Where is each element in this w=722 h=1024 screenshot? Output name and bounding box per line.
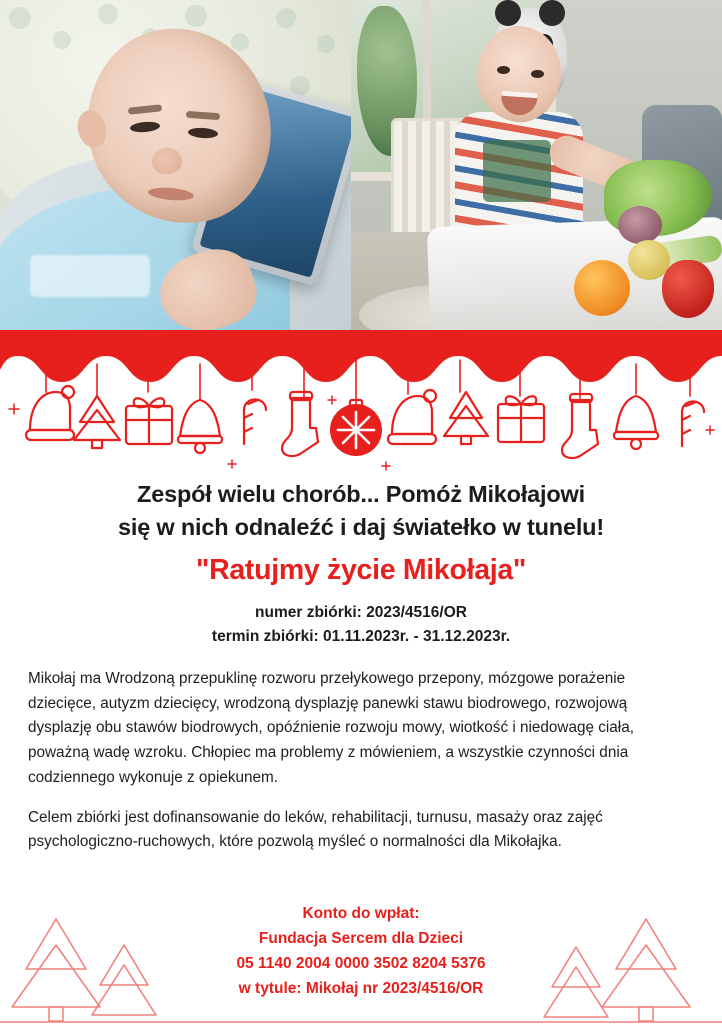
bell-icon	[614, 396, 658, 449]
donation-details	[0, 901, 722, 1001]
gift-box-icon	[498, 396, 544, 442]
headline-line-1: Zespół wielu chorób... Pomóż Mikołajowi	[137, 481, 585, 507]
transfer-title: w tytule: Mikołaj nr 2023/4516/OR	[238, 980, 484, 998]
headline-line-2: się w nich odnaleźć i daj światełko w tunelu!	[118, 514, 604, 541]
description-paragraph-1: Mikołaj ma Wrodzoną przepuklinę rozworu przełykowego przepony, mózgowe porażenie dziecięce, autyzm dziecięcy, wrodzoną dysplazję panewki stawu biodrowego, rozwojową dysplazję obu stawów biodrowych, opóźnienie rozwoju mowy, wiotkość i niedowagę ciała, poważną wadę wzroku. Chłopiec ma problemy z mówieniem, a wszystkie czynności dnia codziennego wykonuje z opiekunem.	[28, 669, 634, 786]
santa-hat-icon	[388, 390, 436, 444]
boy-nose	[152, 148, 182, 174]
christmas-ornament-band	[0, 330, 722, 480]
donation-footer	[0, 889, 722, 1024]
santa-hat-icon	[26, 386, 74, 440]
christmas-tree-icon	[74, 396, 120, 448]
description-paragraph-2: Celem zbiórki jest dofinansowanie do leków, rehabilitacji, turnusu, masaży oraz zajęć psychologiczno-ruchowych, które pozwolą myśleć o normalności dla Mikołajka.	[28, 808, 603, 851]
scallop-edge	[0, 330, 722, 382]
collection-term: termin zbiórki: 01.11.2023r. - 31.12.2023r.	[211, 627, 511, 645]
pepper-vegetable	[662, 260, 714, 318]
orange-fruit	[574, 260, 630, 316]
boy-eye-left-right-photo	[497, 66, 510, 74]
candy-cane-icon	[244, 400, 266, 445]
bauble-icon	[330, 400, 382, 456]
bell-icon	[178, 400, 222, 453]
stocking-icon	[282, 392, 318, 456]
gift-box-icon	[126, 398, 172, 444]
photo-boy-with-tablet	[0, 0, 351, 352]
shirt-graphic-print	[483, 140, 551, 202]
stocking-icon	[562, 394, 598, 458]
account-label: Konto do wpłat:	[302, 905, 420, 922]
campaign-meta	[0, 601, 722, 649]
foundation-name: Fundacja Sercem dla Dzieci	[258, 930, 464, 948]
christmas-tree-icon	[444, 392, 488, 444]
photo-band	[0, 0, 722, 352]
campaign-title: "Ratujmy życie Mikołaja"	[195, 553, 527, 586]
onion-vegetable	[618, 206, 662, 244]
candy-cane-icon	[682, 402, 704, 447]
account-number: 05 1140 2004 0000 3502 8204 5376	[236, 955, 486, 973]
headline	[0, 478, 722, 545]
shirt-print	[30, 255, 150, 297]
collection-number: numer zbiórki: 2023/4516/OR	[255, 603, 467, 621]
boy-eye-right-right-photo	[531, 70, 544, 78]
poster-content	[0, 478, 722, 855]
description	[28, 667, 694, 855]
photo-boy-at-table	[351, 0, 722, 352]
